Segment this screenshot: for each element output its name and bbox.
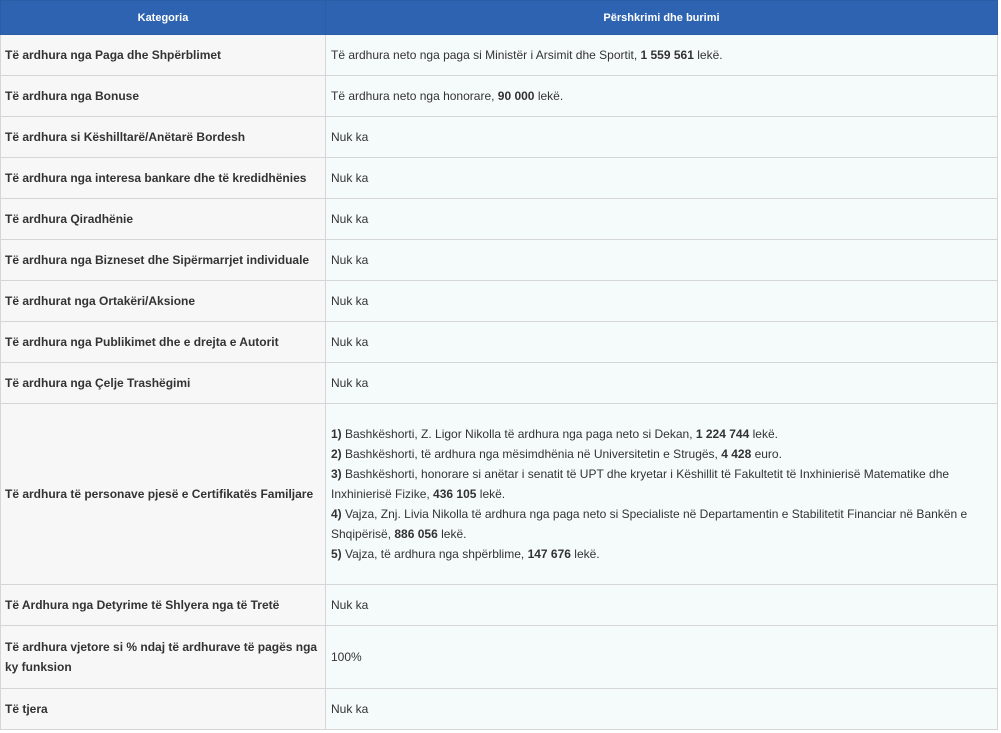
table-row — [1, 76, 998, 117]
amount-value: 436 105 — [433, 487, 477, 501]
description-cell: Nuk ka — [326, 117, 998, 158]
table-row — [1, 585, 998, 626]
family-income-item — [331, 444, 991, 464]
item-number: 2) — [331, 447, 342, 461]
category-cell: Të ardhura nga Bonuse — [1, 76, 326, 117]
item-number: 1) — [331, 427, 342, 441]
category-cell: Të ardhura nga Paga dhe Shpërblimet — [1, 35, 326, 76]
description-text: Të ardhura neto nga honorare, — [331, 89, 498, 103]
currency-text: lekë. — [476, 487, 506, 501]
item-text: Bashkëshorti, të ardhura nga mësimdhënia në Universitetin e Strugës, — [341, 447, 722, 461]
category-cell: Të ardhura nga Bizneset dhe Sipërmarrjet individuale — [1, 240, 326, 281]
description-cell — [326, 404, 998, 585]
table-header-row — [1, 1, 998, 35]
description-cell — [326, 76, 998, 117]
item-number: 4) — [331, 507, 342, 521]
currency-text: lekë. — [570, 547, 600, 561]
currency-text: lekë. — [693, 48, 723, 62]
category-cell: Të tjera — [1, 689, 326, 730]
currency-text: euro. — [751, 447, 782, 461]
description-text: Të ardhura neto nga paga si Ministër i Arsimit dhe Sportit, — [331, 48, 641, 62]
table-row — [1, 281, 998, 322]
description-cell: Nuk ka — [326, 281, 998, 322]
amount-value: 1 224 744 — [695, 427, 750, 441]
description-cell: 100% — [326, 626, 998, 689]
description-cell: Nuk ka — [326, 689, 998, 730]
family-income-item — [331, 424, 991, 444]
description-cell: Nuk ka — [326, 158, 998, 199]
item-number: 3) — [331, 467, 342, 481]
family-income-item — [331, 464, 991, 504]
currency-text: lekë. — [437, 527, 467, 541]
category-cell: Të ardhura nga Publikimet dhe e drejta e Autorit — [1, 322, 326, 363]
item-text: Vajza, të ardhura nga shpërblime, — [341, 547, 528, 561]
category-cell: Të ardhura të personave pjesë e Certifikatës Familjare — [1, 404, 326, 585]
category-cell: Të ardhura nga interesa bankare dhe të kredidhënies — [1, 158, 326, 199]
table-row — [1, 626, 998, 689]
category-cell: Të ardhurat nga Ortakëri/Aksione — [1, 281, 326, 322]
table-row — [1, 404, 998, 585]
table-row — [1, 117, 998, 158]
table-row — [1, 158, 998, 199]
description-cell: Nuk ka — [326, 363, 998, 404]
currency-text: lekë. — [749, 427, 778, 441]
item-number: 5) — [331, 547, 342, 561]
table-row — [1, 35, 998, 76]
description-cell: Nuk ka — [326, 585, 998, 626]
category-cell: Të ardhura si Këshilltarë/Anëtarë Bordesh — [1, 117, 326, 158]
amount-value: 90 000 — [497, 89, 535, 103]
category-cell: Të ardhura vjetore si % ndaj të ardhurave të pagës nga ky funksion — [1, 626, 326, 689]
amount-value: 886 056 — [394, 527, 438, 541]
family-income-item — [331, 544, 991, 564]
currency-text: lekë. — [534, 89, 564, 103]
table-row — [1, 322, 998, 363]
column-header-category: Kategoria — [1, 1, 326, 35]
family-income-item — [331, 504, 991, 544]
amount-value: 147 676 — [527, 547, 571, 561]
category-cell: Të ardhura Qiradhënie — [1, 199, 326, 240]
amount-value: 1 559 561 — [640, 48, 694, 62]
description-cell: Nuk ka — [326, 199, 998, 240]
table-row — [1, 689, 998, 730]
table-row — [1, 199, 998, 240]
description-cell: Nuk ka — [326, 240, 998, 281]
amount-value: 4 428 — [721, 447, 752, 461]
description-cell: Nuk ka — [326, 322, 998, 363]
item-text: Bashkëshorti, Z. Ligor Nikolla të ardhura nga paga neto si Dekan, — [341, 427, 696, 441]
item-text: Bashkëshorti, honorare si anëtar i senatit të UPT dhe kryetar i Këshillit të Fakultetit të Inxhinierisë Matematike dhe Inxhinierisë Fizike, — [331, 467, 950, 501]
table-row — [1, 240, 998, 281]
description-cell — [326, 35, 998, 76]
category-cell: Të ardhura nga Çelje Trashëgimi — [1, 363, 326, 404]
table-row — [1, 363, 998, 404]
column-header-description: Përshkrimi dhe burimi — [326, 1, 998, 35]
category-cell: Të Ardhura nga Detyrime të Shlyera nga të Tretë — [1, 585, 326, 626]
item-text: Vajza, Znj. Livia Nikolla të ardhura nga paga neto si Specialiste në Departamentin e Stabilitetit Financiar në Bankën e Shqipërisë, — [331, 507, 968, 541]
